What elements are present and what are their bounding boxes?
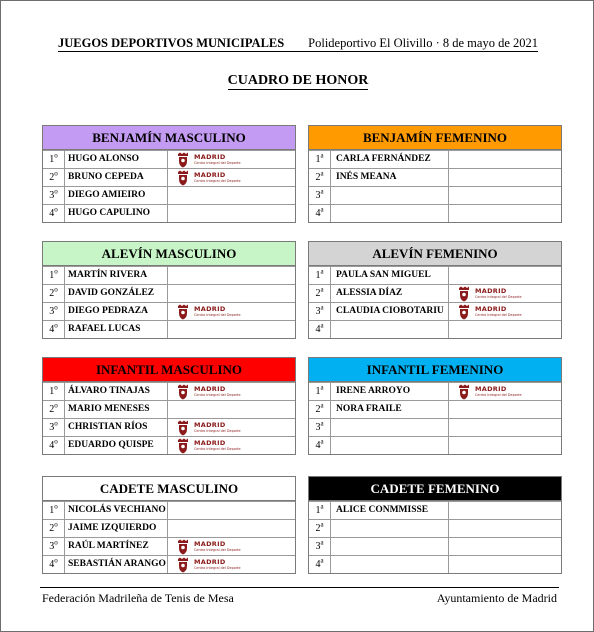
madrid-logo: [176, 303, 241, 320]
position-label: [43, 383, 65, 400]
category-benjamin-femenino: [308, 125, 562, 223]
madrid-bear-logo-icon: [176, 420, 190, 436]
position-number: 2: [315, 288, 321, 299]
madrid-logo-subtext: Centro Integral del Deporte: [194, 566, 241, 570]
category-benjamin-masculino: [42, 125, 296, 223]
position-label: [309, 321, 331, 338]
page-title-text: CUADRO DE HONOR: [227, 73, 369, 88]
position-number: 1: [315, 154, 321, 165]
ranking-row: [43, 284, 295, 302]
logo-cell: [449, 205, 561, 222]
ranking-row: [309, 400, 561, 418]
ranking-row: [309, 436, 561, 454]
player-name: [331, 538, 449, 555]
player-name: MARIO MENESES: [65, 401, 168, 418]
madrid-logo: [176, 538, 241, 555]
position-ordinal: o: [54, 285, 58, 294]
ranking-row: [309, 555, 561, 573]
madrid-logo: [176, 151, 241, 168]
player-name: [331, 437, 449, 454]
position-number: 3: [315, 541, 321, 552]
madrid-bear-logo-icon: [176, 539, 190, 555]
position-ordinal: a: [320, 383, 324, 392]
position-ordinal: o: [54, 303, 58, 312]
ranking-row: [43, 436, 295, 454]
position-number: 2: [49, 172, 55, 183]
event-title: JUEGOS DEPORTIVOS MUNICIPALES: [58, 36, 285, 50]
ranking-row: [43, 186, 295, 204]
position-label: [309, 383, 331, 400]
player-name: NICOLÁS VECHIANO: [65, 502, 168, 519]
logo-cell: [449, 267, 561, 284]
madrid-logo-subtext: Centro Integral del Deporte: [194, 447, 241, 451]
ranking-row: [309, 284, 561, 302]
ranking-row: [43, 320, 295, 338]
player-name: DIEGO AMIEIRO: [65, 187, 168, 204]
position-number: 2: [49, 288, 55, 299]
player-name: ÁLVARO TINAJAS: [65, 383, 168, 400]
position-number: 1: [49, 386, 55, 397]
player-name: [331, 556, 449, 573]
madrid-logo-subtext: Centro Integral del Deporte: [475, 313, 522, 317]
player-name: CARLA FERNÁNDEZ: [331, 151, 449, 168]
logo-cell: [449, 538, 561, 555]
madrid-logo-text: [194, 172, 241, 183]
ranking-row: [43, 302, 295, 320]
ranking-row: [43, 150, 295, 168]
position-number: 1: [49, 270, 55, 281]
position-label: [309, 556, 331, 573]
madrid-logo: [176, 383, 241, 400]
position-ordinal: a: [320, 538, 324, 547]
player-name: CHRISTIAN RÍOS: [65, 419, 168, 436]
position-label: [43, 419, 65, 436]
ranking-row: [309, 519, 561, 537]
position-number: 4: [315, 440, 321, 451]
position-ordinal: o: [54, 556, 58, 565]
madrid-bear-logo-icon: [176, 170, 190, 186]
position-label: [309, 419, 331, 436]
logo-cell: [168, 383, 295, 400]
position-ordinal: o: [54, 502, 58, 511]
position-ordinal: a: [320, 321, 324, 330]
logo-cell: [168, 321, 295, 338]
position-label: [309, 401, 331, 418]
position-ordinal: o: [54, 187, 58, 196]
category-title: CADETE FEMENINO: [309, 477, 561, 501]
logo-cell: [449, 169, 561, 186]
player-name: [331, 321, 449, 338]
position-number: 3: [49, 422, 55, 433]
position-label: [309, 437, 331, 454]
position-ordinal: a: [320, 401, 324, 410]
position-number: 1: [49, 154, 55, 165]
logo-cell: [168, 285, 295, 302]
position-number: 4: [315, 208, 321, 219]
position-ordinal: a: [320, 502, 324, 511]
position-number: 4: [49, 559, 55, 570]
position-label: [43, 556, 65, 573]
player-name: PAULA SAN MIGUEL: [331, 267, 449, 284]
player-name: [331, 187, 449, 204]
player-name: JAIME IZQUIERDO: [65, 520, 168, 537]
madrid-logo: [457, 285, 522, 302]
position-label: [43, 520, 65, 537]
position-ordinal: o: [54, 437, 58, 446]
position-number: 1: [315, 270, 321, 281]
position-label: [43, 205, 65, 222]
player-name: SEBASTIÁN ARANGO: [65, 556, 168, 573]
madrid-logo-subtext: Centro Integral del Deporte: [194, 548, 241, 552]
position-number: 2: [49, 523, 55, 534]
madrid-logo: [176, 556, 241, 573]
position-label: [43, 502, 65, 519]
madrid-logo-subtext: Centro Integral del Deporte: [194, 429, 241, 433]
madrid-bear-logo-icon: [176, 557, 190, 573]
logo-cell: [168, 556, 295, 573]
player-name: [331, 205, 449, 222]
position-ordinal: a: [320, 419, 324, 428]
ranking-row: [309, 150, 561, 168]
madrid-logo-subtext: Centro Integral del Deporte: [475, 393, 522, 397]
player-name: ALICE CONMMISSE: [331, 502, 449, 519]
position-label: [43, 151, 65, 168]
madrid-logo-word: MADRID: [194, 153, 226, 161]
position-number: 3: [315, 306, 321, 317]
player-name: [331, 520, 449, 537]
position-number: 2: [315, 404, 321, 415]
ranking-row: [43, 204, 295, 222]
player-name: EDUARDO QUISPE: [65, 437, 168, 454]
position-label: [309, 303, 331, 320]
logo-cell: [449, 383, 561, 400]
madrid-logo-word: MADRID: [194, 171, 226, 179]
madrid-logo-word: MADRID: [194, 439, 226, 447]
position-label: [309, 187, 331, 204]
position-number: 2: [315, 523, 321, 534]
position-number: 3: [49, 190, 55, 201]
position-ordinal: o: [54, 419, 58, 428]
madrid-logo-subtext: Centro Integral del Deporte: [194, 393, 241, 397]
position-ordinal: a: [320, 151, 324, 160]
ranking-row: [309, 186, 561, 204]
player-name: IRENE ARROYO: [331, 383, 449, 400]
logo-cell: [168, 267, 295, 284]
madrid-logo-word: MADRID: [475, 305, 507, 313]
position-ordinal: a: [320, 285, 324, 294]
position-ordinal: o: [54, 401, 58, 410]
footer-divider: [40, 587, 559, 588]
category-alevin-masculino: [42, 241, 296, 339]
logo-cell: [449, 303, 561, 320]
player-name: RAÚL MARTÍNEZ: [65, 538, 168, 555]
position-ordinal: a: [320, 556, 324, 565]
position-ordinal: o: [54, 538, 58, 547]
logo-cell: [168, 437, 295, 454]
ranking-row: [43, 400, 295, 418]
category-alevin-femenino: [308, 241, 562, 339]
position-label: [43, 538, 65, 555]
madrid-logo-text: [475, 306, 522, 317]
madrid-logo-subtext: Centro Integral del Deporte: [194, 161, 241, 165]
position-label: [43, 401, 65, 418]
position-ordinal: o: [54, 321, 58, 330]
ranking-row: [309, 266, 561, 284]
position-label: [309, 151, 331, 168]
logo-cell: [168, 205, 295, 222]
ranking-row: [309, 302, 561, 320]
category-title: BENJAMÍN FEMENINO: [309, 126, 561, 150]
madrid-logo-text: [194, 154, 241, 165]
position-label: [309, 205, 331, 222]
position-ordinal: o: [54, 205, 58, 214]
category-title: INFANTIL FEMENINO: [309, 358, 561, 382]
player-name: DAVID GONZÁLEZ: [65, 285, 168, 302]
madrid-logo-word: MADRID: [194, 305, 226, 313]
logo-cell: [449, 401, 561, 418]
position-number: 4: [315, 324, 321, 335]
logo-cell: [168, 401, 295, 418]
ranking-row: [309, 501, 561, 519]
category-infantil-femenino: [308, 357, 562, 455]
category-title: CADETE MASCULINO: [43, 477, 295, 501]
madrid-logo-text: [194, 541, 241, 552]
position-number: 3: [49, 306, 55, 317]
position-label: [309, 538, 331, 555]
logo-cell: [168, 151, 295, 168]
position-ordinal: a: [320, 187, 324, 196]
madrid-bear-logo-icon: [457, 304, 471, 320]
position-label: [43, 169, 65, 186]
position-ordinal: a: [320, 303, 324, 312]
position-label: [43, 437, 65, 454]
position-number: 4: [315, 559, 321, 570]
madrid-logo-word: MADRID: [475, 385, 507, 393]
category-title: INFANTIL MASCULINO: [43, 358, 295, 382]
position-number: 4: [49, 208, 55, 219]
header-divider: [58, 51, 538, 52]
position-ordinal: o: [54, 151, 58, 160]
ranking-row: [43, 555, 295, 573]
logo-cell: [168, 303, 295, 320]
madrid-logo-word: MADRID: [194, 558, 226, 566]
position-number: 3: [315, 190, 321, 201]
position-number: 2: [315, 172, 321, 183]
madrid-logo-text: [475, 288, 522, 299]
madrid-logo: [176, 169, 241, 186]
position-label: [43, 267, 65, 284]
player-name: INÉS MEANA: [331, 169, 449, 186]
logo-cell: [449, 151, 561, 168]
madrid-bear-logo-icon: [176, 384, 190, 400]
ranking-row: [43, 266, 295, 284]
logo-cell: [168, 169, 295, 186]
position-label: [309, 520, 331, 537]
event-venue-date: Polideportivo El Olivillo · 8 de mayo de 2021: [308, 36, 538, 50]
madrid-bear-logo-icon: [176, 438, 190, 454]
logo-cell: [449, 520, 561, 537]
player-name: HUGO ALONSO: [65, 151, 168, 168]
logo-cell: [168, 538, 295, 555]
madrid-logo-subtext: Centro Integral del Deporte: [194, 313, 241, 317]
madrid-logo-text: [475, 386, 522, 397]
madrid-logo-text: [194, 386, 241, 397]
madrid-logo-text: [194, 440, 241, 451]
footer-council: Ayuntamiento de Madrid: [436, 591, 557, 605]
position-label: [43, 285, 65, 302]
position-number: 2: [49, 404, 55, 415]
player-name: RAFAEL LUCAS: [65, 321, 168, 338]
madrid-bear-logo-icon: [457, 286, 471, 302]
madrid-logo-text: [194, 306, 241, 317]
position-number: 4: [49, 440, 55, 451]
logo-cell: [449, 187, 561, 204]
logo-cell: [449, 419, 561, 436]
ranking-row: [309, 168, 561, 186]
madrid-bear-logo-icon: [457, 384, 471, 400]
position-label: [309, 169, 331, 186]
logo-cell: [449, 285, 561, 302]
position-label: [43, 321, 65, 338]
position-number: 3: [315, 422, 321, 433]
player-name: [331, 419, 449, 436]
position-ordinal: o: [54, 169, 58, 178]
ranking-row: [309, 204, 561, 222]
player-name: BRUNO CEPEDA: [65, 169, 168, 186]
category-infantil-masculino: [42, 357, 296, 455]
logo-cell: [168, 502, 295, 519]
logo-cell: [168, 520, 295, 537]
position-ordinal: o: [54, 520, 58, 529]
madrid-logo: [176, 437, 241, 454]
madrid-logo: [457, 303, 522, 320]
player-name: CLAUDIA CIOBOTARIU: [331, 303, 449, 320]
player-name: HUGO CAPULINO: [65, 205, 168, 222]
player-name: MARTÍN RIVERA: [65, 267, 168, 284]
page-title: [1, 73, 594, 89]
position-ordinal: a: [320, 520, 324, 529]
position-ordinal: a: [320, 169, 324, 178]
madrid-bear-logo-icon: [176, 152, 190, 168]
madrid-logo-word: MADRID: [194, 385, 226, 393]
madrid-logo-subtext: Centro Integral del Deporte: [194, 179, 241, 183]
position-number: 1: [49, 505, 55, 516]
madrid-logo-subtext: Centro Integral del Deporte: [475, 295, 522, 299]
position-ordinal: o: [54, 383, 58, 392]
category-cadete-femenino: [308, 476, 562, 574]
position-ordinal: a: [320, 267, 324, 276]
position-label: [43, 303, 65, 320]
position-label: [309, 502, 331, 519]
category-title: ALEVÍN FEMENINO: [309, 242, 561, 266]
position-number: 1: [315, 386, 321, 397]
ranking-row: [309, 320, 561, 338]
logo-cell: [449, 321, 561, 338]
player-name: NORA FRAILE: [331, 401, 449, 418]
position-number: 4: [49, 324, 55, 335]
ranking-row: [43, 168, 295, 186]
ranking-row: [309, 418, 561, 436]
ranking-row: [309, 382, 561, 400]
position-label: [309, 267, 331, 284]
position-number: 3: [49, 541, 55, 552]
ranking-row: [43, 519, 295, 537]
logo-cell: [449, 502, 561, 519]
logo-cell: [168, 187, 295, 204]
madrid-logo-word: MADRID: [194, 540, 226, 548]
position-number: 1: [315, 505, 321, 516]
ranking-row: [43, 501, 295, 519]
ranking-row: [309, 537, 561, 555]
logo-cell: [168, 419, 295, 436]
category-cadete-masculino: [42, 476, 296, 574]
logo-cell: [449, 437, 561, 454]
category-title: ALEVÍN MASCULINO: [43, 242, 295, 266]
player-name: ALESSIA DÍAZ: [331, 285, 449, 302]
madrid-logo: [176, 419, 241, 436]
madrid-logo-text: [194, 422, 241, 433]
madrid-logo-text: [194, 559, 241, 570]
madrid-logo: [457, 383, 522, 400]
ranking-row: [43, 537, 295, 555]
position-ordinal: a: [320, 437, 324, 446]
ranking-row: [43, 382, 295, 400]
ranking-row: [43, 418, 295, 436]
madrid-logo-word: MADRID: [194, 421, 226, 429]
position-label: [43, 187, 65, 204]
madrid-logo-word: MADRID: [475, 287, 507, 295]
logo-cell: [449, 556, 561, 573]
footer-federation: Federación Madrileña de Tenis de Mesa: [42, 591, 234, 605]
position-label: [309, 285, 331, 302]
position-ordinal: a: [320, 205, 324, 214]
madrid-bear-logo-icon: [176, 304, 190, 320]
player-name: DIEGO PEDRAZA: [65, 303, 168, 320]
category-title: BENJAMÍN MASCULINO: [43, 126, 295, 150]
position-ordinal: o: [54, 267, 58, 276]
